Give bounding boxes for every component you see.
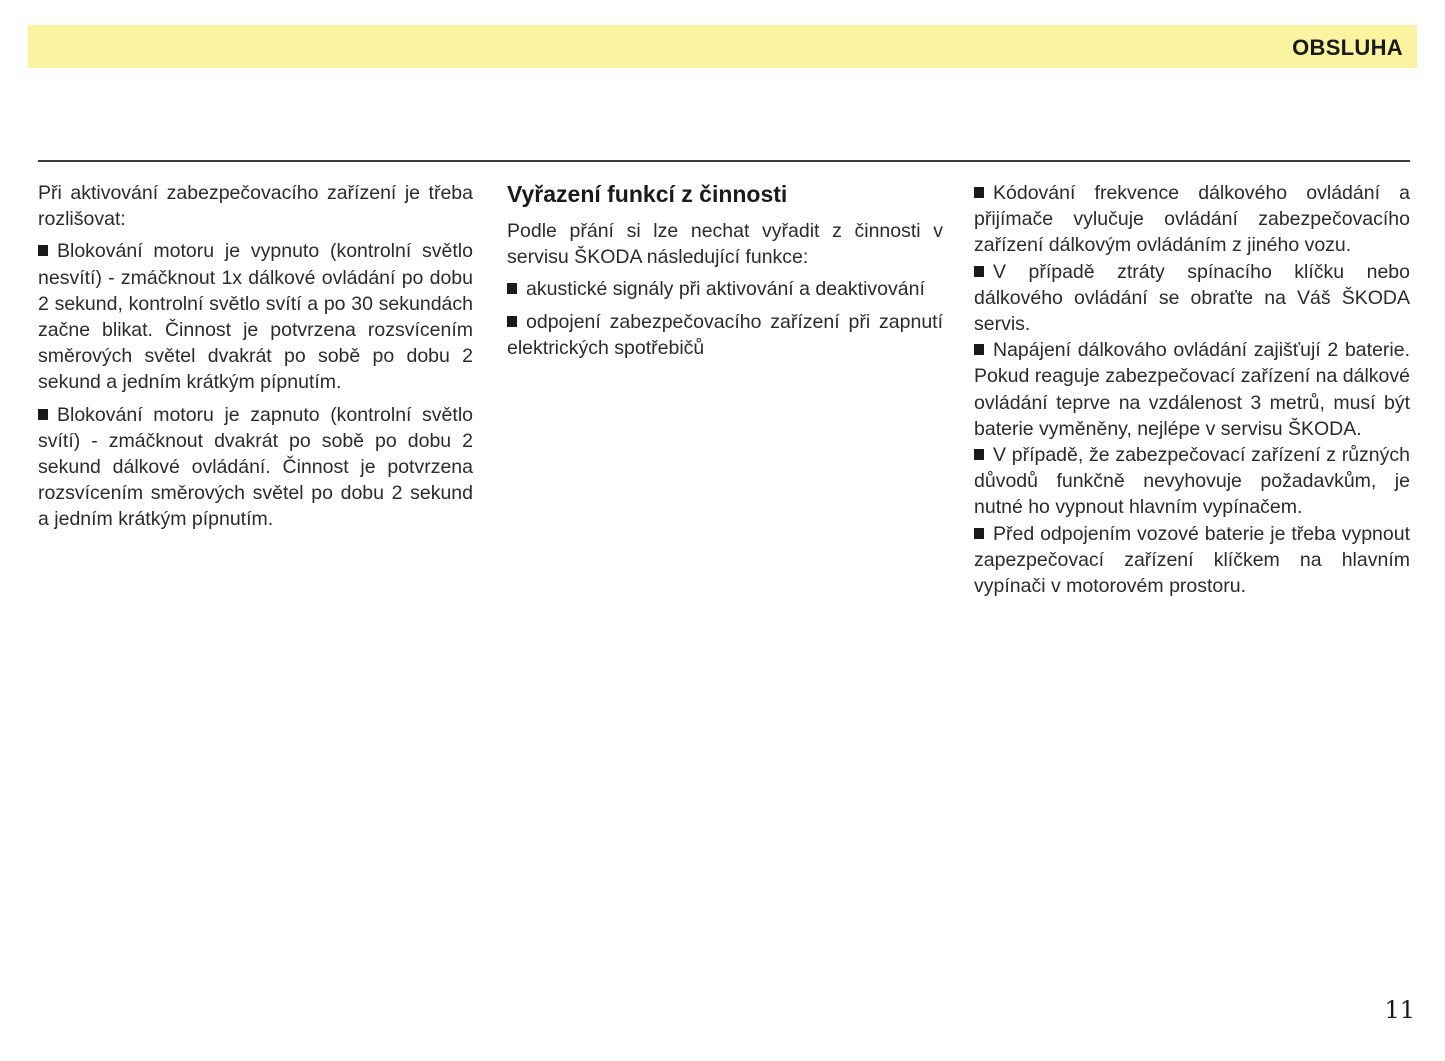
list-item-text: V případě ztráty spínacího klíčku nebo dálkového ovládání se obraťte na Váš ŠKODA servis. [974, 260, 1410, 336]
disable-intro: Podle přání si lze nechat vyřadit z činnosti v servisu ŠKODA následující funkce: [507, 220, 943, 269]
section-title: OBSLUHA [1292, 35, 1403, 60]
list-item-text: odpojení zabezpečovacího zařízení při zapnutí elektrických spotřebičů [507, 310, 943, 359]
square-bullet-icon [974, 187, 984, 198]
list-item-text: akustické signály při aktivování a deaktivování [526, 278, 925, 301]
list-item [974, 259, 1410, 338]
square-bullet-icon [974, 449, 984, 460]
list-item [507, 309, 943, 361]
list-item-text: Před odpojením vozové baterie je třeba vypnout zapezpečovací zařízení klíčkem na hlavním vypínači v motorovém prostoru. [974, 522, 1410, 598]
page-number: 11 [1384, 996, 1415, 1024]
list-item-text: Napájení dálkováho ovládání zajišťují 2 baterie. Pokud reaguje zabezpečovací zařízení na dálkové ovládání teprve na vzdálenost 3 metrů, musí být baterie vyměněny, nejlépe v servisu ŠKODA. [974, 339, 1410, 440]
square-bullet-icon [38, 245, 48, 256]
activation-intro: Při aktivování zabezpečovacího zařízení je třeba rozlišovat: [38, 182, 473, 231]
column-notes [974, 180, 1410, 599]
horizontal-rule [38, 160, 1410, 162]
list-item [974, 337, 1410, 442]
list-item [974, 521, 1410, 600]
square-bullet-icon [38, 409, 48, 420]
list-item [38, 238, 473, 395]
square-bullet-icon [974, 528, 984, 539]
list-item-text: Blokování motoru je zapnuto (kontrolní světlo svítí) - zmáčknout dvakrát po sobě po dobu 2 sekund dálkové ovládání. Činnost je potvrzena rozsvícením směrových světel po dobu 2 sekund a jedním krátkým pípnutím. [38, 403, 473, 531]
column-disable-functions [507, 180, 943, 361]
list-item [974, 180, 1410, 259]
list-item-text: V případě, že zabezpečovací zařízení z různých důvodů funkčně nevyhovuje požadavkům, je nutné ho vypnout hlavním vypínačem. [974, 444, 1410, 519]
section-header-band [28, 25, 1417, 68]
section-heading: Vyřazení funkcí z činnosti [507, 181, 788, 207]
square-bullet-icon [507, 316, 517, 327]
square-bullet-icon [974, 344, 984, 355]
list-item-text: Blokování motoru je vypnuto (kontrolní světlo nesvítí) - zmáčknout 1x dálkové ovládání po dobu 2 sekund, kontrolní světlo svítí a po 30 sekundách začne blikat. Činnost je potvrzena rozsvícením směrových světel dvakrát po sobě po dobu 2 sekund a jedním krátkým pípnutím. [38, 240, 473, 394]
list-item [507, 276, 943, 302]
list-item [974, 442, 1410, 521]
column-activation [38, 180, 473, 533]
list-item-text: Kódování frekvence dálkového ovládání a přijímače vylučuje ovládání zabezpečovacího zařízení dálkovým ovládáním z jiného vozu. [974, 182, 1410, 257]
square-bullet-icon [507, 283, 517, 294]
list-item [38, 402, 473, 533]
square-bullet-icon [974, 266, 984, 277]
